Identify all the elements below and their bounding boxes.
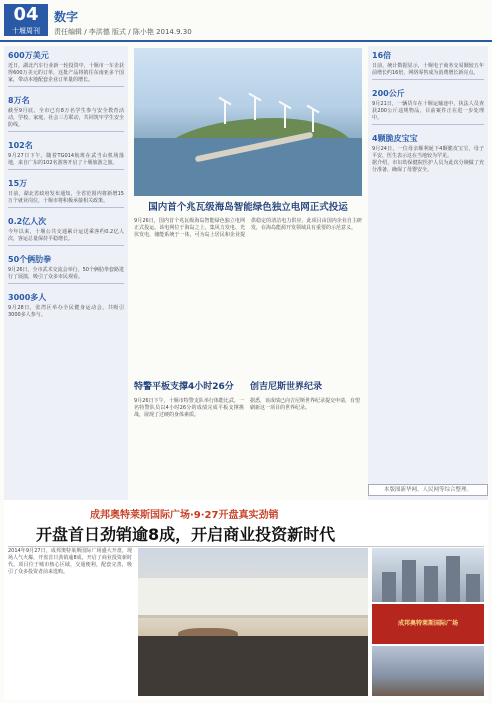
- brief-text: 9月27日下午，随着TG014航班在武当山机场落地，来自广东的102名游客开启了十堰旅游之旅。: [8, 153, 124, 166]
- headline-plank: 特警平板支撑4小时26分: [134, 382, 234, 392]
- masthead-rule: [0, 40, 492, 42]
- left-briefs-column: [4, 46, 128, 522]
- sales-event-photo: [138, 548, 368, 696]
- source-note: 本版图新华网、人民网等综合整理。: [368, 484, 488, 496]
- headline-guinness: 创吉尼斯世界纪录: [250, 382, 323, 392]
- feature-kicker: 成邦奥特莱斯国际广场·9·27开盘真实劲销: [90, 510, 279, 521]
- photo-building: [402, 560, 416, 602]
- island-windfarm-photo: [134, 48, 362, 196]
- feature-body: [8, 548, 132, 698]
- brief-title: 15万: [8, 179, 28, 188]
- divider: [8, 245, 124, 246]
- feature-article: [4, 500, 488, 700]
- brief-item: [4, 136, 128, 174]
- wind-turbine-icon: [224, 102, 226, 124]
- divider: [8, 86, 124, 87]
- masthead: [0, 0, 492, 44]
- photo-building: [424, 566, 438, 602]
- article-body-plank: [134, 398, 244, 498]
- brief-item: [4, 91, 128, 136]
- page-number-badge: [4, 4, 48, 36]
- article-text: 2014年9月27日，成邦奥特莱斯国际广场盛大开盘，现场人气火爆，开盘首日劲销逾8成，开启了商业投资新时代。项目位于城市核心区域，交通便利，配套完善，吸引了众多投资者前来选购。: [8, 548, 132, 575]
- brief-text: 今年以来，十堰公共交通累计运送乘客约0.2亿人次，客运总量保持平稳增长。: [8, 229, 124, 242]
- divider: [8, 546, 484, 547]
- photo-building: [466, 574, 480, 602]
- photo-building: [446, 556, 460, 602]
- brief-item: [4, 46, 128, 91]
- wind-turbine-icon: [254, 98, 256, 120]
- brief-text: 9月28日，张湾区举办全民健身运动会，共吸引3000多人参与。: [8, 305, 124, 318]
- brief-item: [4, 250, 128, 288]
- divider: [8, 131, 124, 132]
- outdoor-photo: [372, 646, 484, 696]
- brief-title: 50个俩肋拳: [8, 255, 52, 264]
- brief-title: 8万名: [8, 96, 30, 105]
- photo-crowd: [138, 636, 368, 696]
- credits-line: 责任编辑 / 李洪德 版式 / 陈小艳 2014.9.30: [54, 28, 192, 36]
- article-body-grid: [134, 218, 362, 368]
- stage-photo: [372, 604, 484, 644]
- photo-building: [382, 572, 396, 602]
- divider: [372, 79, 484, 80]
- divider: [8, 207, 124, 208]
- divider: [8, 169, 124, 170]
- brief-title: 0.2亿人次: [8, 217, 47, 226]
- wind-turbine-icon: [312, 110, 314, 132]
- brief-text: 截至9月底，全市已有8万名学生参与安全教育活动，学校、家庭、社会三方联动，共同筑牢学生安全防线。: [8, 108, 124, 128]
- brief-text: 9月21日，一辆货车在十堰运输途中，执法人员查获200公斤违规物品，目前案件正在进一步处理中。: [372, 101, 484, 121]
- building-photo: [372, 548, 484, 602]
- feature-headline: 开盘首日劲销逾8成，开启商业投资新时代: [36, 525, 336, 544]
- section-name: 数字: [54, 10, 79, 24]
- brief-item: [4, 212, 128, 250]
- brief-item: [4, 174, 128, 212]
- brief-text: 9月24日，一位母亲顺利诞下4颗脆皮宝宝，母子平安，医生表示这在当地较为罕见。: [372, 146, 484, 159]
- brief-title: 3000多人: [8, 293, 47, 302]
- brief-title: 200公斤: [372, 89, 405, 98]
- right-briefs-column: [368, 46, 488, 522]
- brief-text: 9月26日，全市武术交流会举行，50个俩肋拳套路进行了展演，吸引了众多市民观看。: [8, 267, 124, 280]
- stage-sign: 成邦奥特莱斯国际广场: [397, 620, 458, 627]
- brief-item: [368, 46, 488, 84]
- brief-item: [4, 288, 128, 321]
- brief-item: [368, 129, 488, 176]
- article-text: 9月26日下午，十堰市特警支队举行体能比武，一名特警队员以4小时26分的成绩完成平板支撑挑战，展现了过硬的身体素质。: [134, 398, 244, 418]
- headline-grid-launch: 国内首个兆瓦级海岛智能绿色独立电网正式投运: [148, 202, 348, 213]
- brief-item: [368, 84, 488, 129]
- paper-name: 十堰周刊: [12, 27, 40, 35]
- brief-title: 4颗脆皮宝宝: [372, 134, 418, 143]
- brief-text: 据介绍，市妇幼保健院医护人员为此次分娩做了充分准备，确保了母婴安全。: [372, 160, 484, 173]
- brief-title: 600万美元: [8, 51, 49, 60]
- brief-text: 日前，统计数据显示，十堰电子商务交易额较五年前增长约16倍，网络零售成为消费增长新亮点。: [372, 63, 484, 76]
- wind-turbine-icon: [284, 106, 286, 128]
- brief-text: 近日，湖北汽车行业新一轮投资中，十堰市一车企获得600万美元的订单，这批产品将销往东南亚多个国家，带动本地配套企业订单量的增长。: [8, 63, 124, 83]
- article-body-guinness: [250, 398, 360, 498]
- brief-text: 日前，湖北省政府发布通知，全省范围内将新增15万个就业岗位，十堰市将积极承接相关政策。: [8, 191, 124, 204]
- brief-title: 102名: [8, 141, 33, 150]
- photo-tent: [138, 578, 368, 618]
- divider: [372, 124, 484, 125]
- brief-title: 16倍: [372, 51, 392, 60]
- divider: [8, 283, 124, 284]
- article-text: 9月26日，国内首个兆瓦级海岛智能绿色独立电网正式投运。该电网位于海岛之上，集风力发电、光伏发电、储能系统于一体，可为岛上居民和企业提供稳定的清洁电力供应。此项目由国内企业自主研发，在海岛能源开发领域具有重要的示范意义。: [134, 218, 362, 238]
- page-number: 04: [13, 4, 39, 25]
- article-text: 据悉，该成绩已向吉尼斯世界纪录提交申请，有望刷新这一项目的世界纪录。: [250, 398, 361, 411]
